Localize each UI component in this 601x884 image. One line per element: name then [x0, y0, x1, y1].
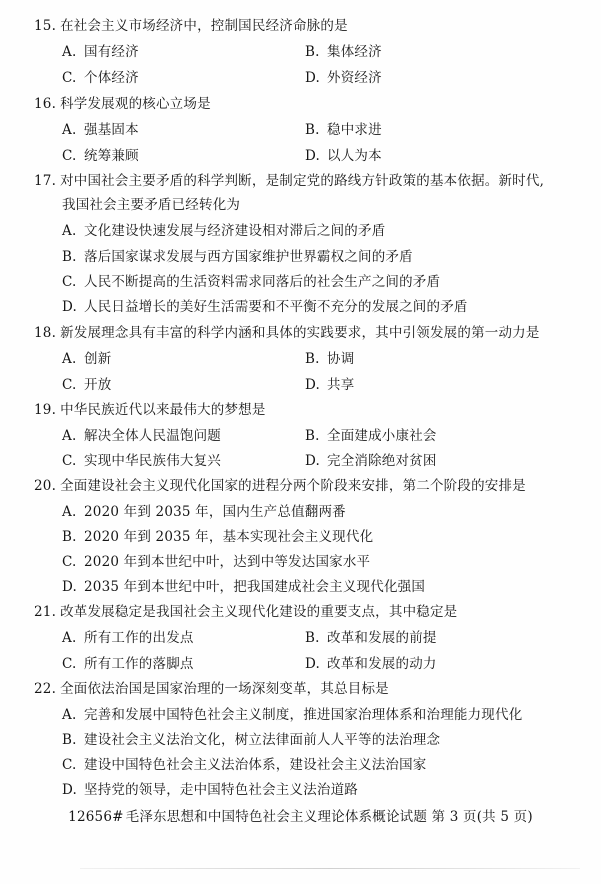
- option-letter: C.: [62, 554, 77, 570]
- scan-artifact-line: [80, 868, 580, 869]
- option-a: [62, 43, 139, 61]
- option-letter: B.: [62, 249, 77, 265]
- question-text: 全面依法治国是国家治理的一场深刻变革，其总目标是: [60, 681, 389, 697]
- question-stem-continuation: 我国社会主要矛盾已经转化为: [62, 197, 241, 213]
- option-b: [305, 350, 354, 368]
- page-number: 第 3 页(共 5 页): [431, 809, 533, 825]
- option-text: 开放: [84, 377, 112, 393]
- option-letter: A.: [62, 428, 77, 444]
- option-text: 人民不断提高的生活资料需求同落后的社会生产之间的矛盾: [84, 274, 441, 290]
- option-text: 建设社会主义法治文化，树立法律面前人人平等的法治理念: [84, 732, 441, 748]
- option-letter: D.: [62, 782, 78, 798]
- option-text: 完全消除绝对贫困: [327, 453, 437, 469]
- question-text: 改革发展稳定是我国社会主义现代化建设的重要支点，其中稳定是: [60, 604, 458, 620]
- question-number: 16.: [34, 96, 57, 112]
- option-text: 国有经济: [84, 44, 139, 60]
- option-b: [305, 121, 382, 139]
- option-text: 改革和发展的动力: [327, 656, 437, 672]
- option-letter: A.: [62, 707, 77, 723]
- option-letter: C.: [62, 656, 77, 672]
- question-stem: [34, 477, 526, 495]
- exam-title: 毛泽东思想和中国特色社会主义理论体系概论试题: [125, 809, 428, 825]
- option-letter: D.: [305, 656, 321, 672]
- question-text: 在社会主义市场经济中，控制国民经济命脉的是: [60, 18, 348, 34]
- option-d: [305, 69, 382, 87]
- question-text: 中华民族近代以来最伟大的梦想是: [60, 402, 266, 418]
- question-text: 科学发展观的核心立场是: [60, 96, 211, 112]
- option-b: [62, 248, 413, 266]
- question-number: 18.: [34, 325, 57, 341]
- option-text: 人民日益增长的美好生活需要和不平衡不充分的发展之间的矛盾: [84, 299, 468, 315]
- option-a: [62, 222, 385, 240]
- option-a: [62, 706, 522, 724]
- option-letter: C.: [62, 453, 77, 469]
- option-text: 落后国家谋求发展与西方国家维护世界霸权之间的矛盾: [84, 249, 413, 265]
- option-text: 统筹兼顾: [84, 148, 139, 164]
- option-text: 2020 年到 2035 年，国内生产总值翻两番: [84, 504, 346, 520]
- option-c: [62, 553, 370, 571]
- option-text: 实现中华民族伟大复兴: [84, 453, 221, 469]
- option-text: 所有工作的出发点: [84, 630, 194, 646]
- question-stem: [34, 680, 389, 698]
- option-text: 强基固本: [84, 122, 139, 138]
- exam-code: 12656#: [68, 809, 124, 825]
- option-a: [62, 503, 346, 521]
- option-letter: B.: [305, 44, 320, 60]
- option-a: [62, 121, 139, 139]
- option-text: 文化建设快速发展与经济建设相对滞后之间的矛盾: [84, 223, 386, 239]
- option-text: 2020 年到 2035 年，基本实现社会主义现代化: [84, 529, 374, 545]
- option-d: [305, 655, 437, 673]
- question-text: 全面建设社会主义现代化国家的进程分两个阶段来安排，第二个阶段的安排是: [60, 478, 526, 494]
- option-letter: D.: [62, 299, 78, 315]
- option-letter: C.: [62, 757, 77, 773]
- option-c: [62, 655, 194, 673]
- option-b: [305, 43, 382, 61]
- option-a: [62, 629, 194, 647]
- question-text: 新发展理念具有丰富的科学内涵和具体的实践要求，其中引领发展的第一动力是: [60, 325, 540, 341]
- option-letter: A.: [62, 122, 77, 138]
- question-number: 21.: [34, 604, 57, 620]
- option-d: [62, 781, 358, 799]
- question-number: 19.: [34, 402, 57, 418]
- option-text: 个体经济: [84, 70, 139, 86]
- option-letter: A.: [62, 504, 77, 520]
- option-b: [62, 731, 440, 749]
- option-c: [62, 452, 221, 470]
- option-text: 稳中求进: [327, 122, 382, 138]
- option-letter: D.: [305, 70, 321, 86]
- option-letter: D.: [62, 579, 78, 595]
- option-letter: B.: [62, 529, 77, 545]
- option-letter: A.: [62, 630, 77, 646]
- option-b: [305, 629, 437, 647]
- question-stem: [34, 324, 540, 342]
- option-d: [62, 298, 468, 316]
- option-d: [305, 376, 354, 394]
- option-text: 坚持党的领导，走中国特色社会主义法治道路: [84, 782, 358, 798]
- option-d: [305, 147, 382, 165]
- option-letter: B.: [62, 732, 77, 748]
- option-d: [305, 452, 437, 470]
- option-c: [62, 69, 139, 87]
- option-b: [305, 427, 437, 445]
- option-letter: B.: [305, 428, 320, 444]
- option-letter: D.: [305, 148, 321, 164]
- option-c: [62, 273, 440, 291]
- option-text: 全面建成小康社会: [327, 428, 437, 444]
- option-text: 改革和发展的前提: [327, 630, 437, 646]
- option-letter: A.: [62, 44, 77, 60]
- page-footer: [0, 808, 601, 826]
- option-letter: A.: [62, 351, 77, 367]
- option-text: 解决全体人民温饱问题: [84, 428, 221, 444]
- option-text: 外资经济: [327, 70, 382, 86]
- option-letter: B.: [305, 351, 320, 367]
- option-text: 创新: [84, 351, 112, 367]
- question-stem: [34, 172, 544, 190]
- option-letter: D.: [305, 453, 321, 469]
- option-b: [62, 528, 373, 546]
- question-stem: [34, 401, 266, 419]
- question-stem: [34, 17, 348, 35]
- option-letter: C.: [62, 377, 77, 393]
- option-text: 建设中国特色社会主义法治体系，建设社会主义法治国家: [84, 757, 427, 773]
- option-a: [62, 427, 221, 445]
- option-text: 所有工作的落脚点: [84, 656, 194, 672]
- option-text: 协调: [327, 351, 355, 367]
- question-number: 20.: [34, 478, 57, 494]
- option-letter: D.: [305, 377, 321, 393]
- option-letter: B.: [305, 122, 320, 138]
- option-text: 集体经济: [327, 44, 382, 60]
- option-c: [62, 147, 139, 165]
- question-stem: [34, 603, 457, 621]
- option-letter: C.: [62, 274, 77, 290]
- option-letter: C.: [62, 148, 77, 164]
- question-number: 17.: [34, 173, 57, 189]
- option-c: [62, 376, 111, 394]
- option-d: [62, 578, 425, 596]
- option-text: 2035 年到本世纪中叶，把我国建成社会主义现代化强国: [84, 579, 426, 595]
- question-stem: [34, 95, 211, 113]
- option-letter: B.: [305, 630, 320, 646]
- option-text: 共享: [327, 377, 355, 393]
- question-number: 22.: [34, 681, 57, 697]
- option-text: 2020 年到本世纪中叶，达到中等发达国家水平: [84, 554, 371, 570]
- option-c: [62, 756, 427, 774]
- option-letter: C.: [62, 70, 77, 86]
- option-a: [62, 350, 111, 368]
- option-text: 以人为本: [327, 148, 382, 164]
- option-text: 完善和发展中国特色社会主义制度，推进国家治理体系和治理能力现代化: [84, 707, 523, 723]
- option-letter: A.: [62, 223, 77, 239]
- question-number: 15.: [34, 18, 57, 34]
- question-text: 对中国社会主要矛盾的科学判断，是制定党的路线方针政策的基本依据。新时代,: [60, 173, 545, 189]
